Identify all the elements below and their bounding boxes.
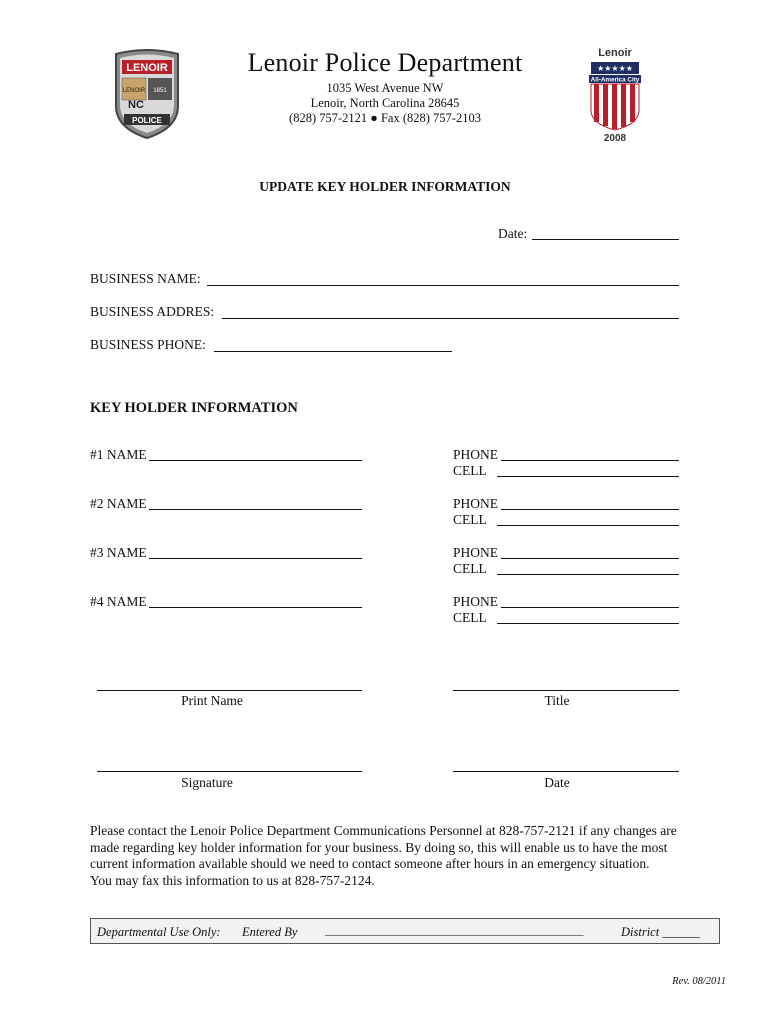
form-title: UPDATE KEY HOLDER INFORMATION xyxy=(259,179,511,194)
holder-phone-label: PHONE xyxy=(453,496,499,511)
department-title: Lenoir Police Department xyxy=(247,48,523,77)
revision-label: Rev. 08/2011 xyxy=(672,976,726,987)
svg-text:POLICE: POLICE xyxy=(132,116,162,125)
holder-phone-field[interactable] xyxy=(501,460,679,461)
signature-field[interactable] xyxy=(97,771,362,772)
svg-text:1851: 1851 xyxy=(153,88,167,94)
holder-name-field[interactable] xyxy=(149,460,362,461)
holder-name-label: #2 NAME xyxy=(90,496,147,511)
holder-cell-field[interactable] xyxy=(497,476,679,477)
holder-cell-field[interactable] xyxy=(497,525,679,526)
holder-cell-label: CELL xyxy=(453,610,487,625)
svg-text:Lenoir: Lenoir xyxy=(598,47,632,59)
title-field[interactable] xyxy=(453,690,679,691)
holder-phone-label: PHONE xyxy=(453,447,499,462)
svg-text:2008: 2008 xyxy=(603,133,627,142)
print-name-field[interactable] xyxy=(97,690,362,691)
police-badge-logo xyxy=(110,48,184,140)
notice-line: You may fax this information to us at 828-757-2124. xyxy=(90,872,375,888)
print-name-label: Print Name xyxy=(181,693,243,708)
departmental-use-box xyxy=(90,918,720,944)
business-phone-field[interactable] xyxy=(214,351,452,352)
date-label: Date: xyxy=(498,226,528,241)
title-label: Title xyxy=(544,693,570,708)
entered-by-label: Entered By xyxy=(242,925,298,939)
holder-phone-label: PHONE xyxy=(453,594,499,609)
address-line-1: 1035 West Avenue NW xyxy=(326,81,444,95)
holder-name-label: #4 NAME xyxy=(90,594,147,609)
holder-name-label: #3 NAME xyxy=(90,545,147,560)
holder-name-label: #1 NAME xyxy=(90,447,147,462)
business-name-field[interactable] xyxy=(207,285,679,286)
svg-text:All-America City: All-America City xyxy=(590,76,640,84)
signature-date-label: Date xyxy=(544,775,570,790)
address-line-2: Lenoir, North Carolina 28645 xyxy=(310,96,460,110)
holder-phone-field[interactable] xyxy=(501,607,679,608)
svg-text:LENOIR: LENOIR xyxy=(122,88,146,94)
all-america-city-logo xyxy=(586,44,644,142)
holder-phone-label: PHONE xyxy=(453,545,499,560)
contact-line: (828) 757-2121 ● Fax (828) 757-2103 xyxy=(289,111,481,125)
district-field[interactable]: District ______ xyxy=(621,925,700,939)
notice-line: made regarding key holder information for your business. By doing so, this will enable us to have the most xyxy=(90,839,668,855)
entered-by-field[interactable]: _______________________________________________ xyxy=(325,925,584,937)
notice-line: current information available should we need to contact someone after hours in an emergency situation. xyxy=(90,856,650,871)
business-phone-label: BUSINESS PHONE: xyxy=(90,337,206,352)
key-holder-heading: KEY HOLDER INFORMATION xyxy=(90,400,298,416)
holder-phone-field[interactable] xyxy=(501,509,679,510)
departmental-use-label: Departmental Use Only: xyxy=(97,925,221,939)
holder-name-field[interactable] xyxy=(149,558,362,559)
notice-line: Please contact the Lenoir Police Department Communications Personnel at 828-757-2121 if any changes are xyxy=(90,823,677,838)
holder-cell-label: CELL xyxy=(453,512,487,527)
key-holder-row xyxy=(0,545,770,581)
holder-phone-field[interactable] xyxy=(501,558,679,559)
holder-cell-label: CELL xyxy=(453,463,487,478)
svg-text:★★★★★: ★★★★★ xyxy=(597,64,633,73)
key-holder-row xyxy=(0,594,770,630)
holder-cell-field[interactable] xyxy=(497,574,679,575)
business-name-label: BUSINESS NAME: xyxy=(90,271,201,286)
holder-name-field[interactable] xyxy=(149,607,362,608)
holder-cell-label: CELL xyxy=(453,561,487,576)
holder-name-field[interactable] xyxy=(149,509,362,510)
svg-text:NC: NC xyxy=(128,99,144,111)
date-field[interactable] xyxy=(532,239,679,240)
notice-paragraph xyxy=(90,823,710,889)
business-address-label: BUSINESS ADDRES: xyxy=(90,304,215,319)
key-holder-row xyxy=(0,496,770,532)
signature-date-field[interactable] xyxy=(453,771,679,772)
holder-cell-field[interactable] xyxy=(497,623,679,624)
business-address-field[interactable] xyxy=(222,318,679,319)
signature-label: Signature xyxy=(181,775,233,790)
svg-text:LENOIR: LENOIR xyxy=(126,62,168,74)
key-holder-row xyxy=(0,447,770,483)
